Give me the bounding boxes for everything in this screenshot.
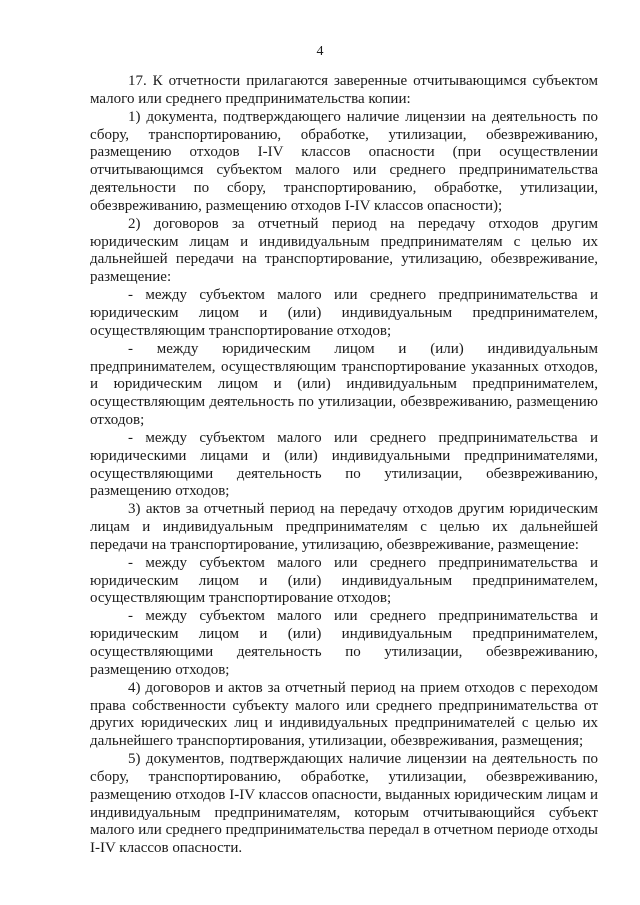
- page-number: 4: [316, 44, 324, 59]
- paragraph-item-1: 1) документа, подтверждающего наличие лицензии на деятельность по сбору, транспортированию, обработке, утилизации, обезвреживанию, размещению отходов I-IV классов опасности (при осуществлении отчитывающимся субъектом малого или среднего предпринимательства деятельности по сбору, транспортированию, обработке, утилизации, обезвреживанию, размещению отходов I-IV классов опасности);: [90, 108, 598, 214]
- paragraph-item-2-dash-3: - между субъектом малого или среднего предпринимательства и юридическими лицами и (или) индивидуальными предпринимателями, осуществляющими деятельность по утилизации, обезвреживанию, размещению отходов;: [90, 429, 598, 500]
- paragraph-item-3-dash-2: - между субъектом малого или среднего предпринимательства и юридическим лицом и (или) индивидуальным предпринимателем, осуществляющими деятельность по утилизации, обезвреживанию, размещению отходов;: [90, 608, 598, 678]
- document-body: [90, 73, 598, 858]
- paragraph-item-4: 4) договоров и актов за отчетный период на прием отходов с переходом права собственности субъекту малого или среднего предпринимательства от других юридических лиц и индивидуальных предпринимателей с целью их дальнейшего транспортирования, утилизации, обезвреживания, размещения;: [90, 679, 598, 750]
- paragraph-item-2-dash-1: - между субъектом малого или среднего предпринимательства и юридическим лицом и (или) индивидуальным предпринимателем, осуществляющим транспортирование отходов;: [90, 287, 598, 339]
- paragraph-item-2: 2) договоров за отчетный период на передачу отходов другим юридическим лицам и индивидуальным предпринимателям с целью их дальнейшей передачи на транспортирование, утилизацию, обезвреживание, размещение:: [90, 215, 598, 286]
- paragraph-item-3-dash-1: - между субъектом малого или среднего предпринимательства и юридическим лицом и (или) индивидуальным предпринимателем, осуществляющим транспортирование отходов;: [90, 554, 598, 607]
- paragraph-item-3: 3) актов за отчетный период на передачу отходов другим юридическим лицам и индивидуальным предпринимателям с целью их дальнейшей передачи на транспортирование, утилизацию, обезвреживание, размещение:: [90, 501, 598, 553]
- paragraph-item-2-dash-2: - между юридическим лицом и (или) индивидуальным предпринимателем, осуществляющим транспортирование указанных отходов, и юридическим лицом и (или) индивидуальным предпринимателем, осуществляющим деятельность по утилизации, обезвреживанию, размещению отходов;: [90, 340, 598, 429]
- paragraph-17-intro: 17. К отчетности прилагаются заверенные отчитывающимся субъектом малого или среднего предпринимательства копии:: [90, 73, 598, 107]
- paragraph-item-5: 5) документов, подтверждающих наличие лицензии на деятельность по сбору, транспортированию, обработке, утилизации, обезвреживанию, размещению отходов I-IV классов опасности, выданных юридическим лицам и индивидуальным предпринимателям, которым отчитывающийся субъект малого или среднего предпринимательства передал в отчетном периоде отходы I-IV классов опасности.: [90, 751, 598, 857]
